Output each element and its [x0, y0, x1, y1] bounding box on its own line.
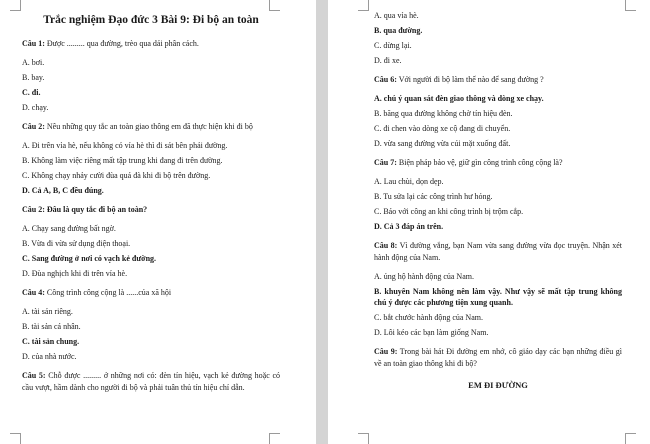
answer-option-correct: D. Cả A, B, C đều đúng. — [22, 186, 104, 195]
answer-option: D. của nhà nước. — [22, 352, 77, 361]
question-text: Với người đi bộ làm thế nào để sang đường ? — [396, 75, 544, 84]
answer-option-correct: C. đi. — [22, 88, 41, 97]
crop-mark — [269, 433, 280, 444]
answer-option: D. Đùa nghịch khi đi trên vỉa hè. — [22, 269, 128, 278]
answer-option: A. Chạy sang đường bất ngờ. — [22, 224, 116, 233]
answer-option: D. chạy. — [22, 103, 49, 112]
question-text: Chỗ được ......... ở những nơi có: đèn tín hiệu, vạch kẻ đường hoặc có cầu vượt, hầm dành cho người đi bộ và phải tuân thủ tín hiệu chỉ dẫn. — [22, 371, 280, 392]
question-text: Được ......... qua đường, trèo qua dải phân cách. — [44, 39, 199, 48]
question-text: Vì đường vắng, bạn Nam vừa sang đường vừa đọc truyện. Nhận xét hành động của Nam. — [374, 241, 623, 262]
answer-option-correct: B. khuyên Nam không nên làm vậy. Như vậy sẽ mất tập trung không chú ý được các phương tiện xung quanh. — [374, 287, 622, 307]
answer-option: A. bơi. — [22, 58, 45, 67]
crop-mark — [625, 433, 636, 444]
answer-option-correct: C. Sang đường ở nơi có vạch kẻ đường. — [22, 254, 157, 263]
answer-option: C. Không chạy nhảy cười đùa quá đà khi đi bộ trên đường. — [22, 171, 211, 180]
question-text: Trong bài hát Đi đường em nhớ, cô giáo dạy các bạn những điều gì về an toàn giao thông khi đi bộ? — [374, 347, 622, 368]
question-label: Câu 6: — [374, 75, 397, 84]
question-text: Công trình công cộng là ......của xã hội — [44, 288, 172, 297]
document-page-left — [0, 0, 316, 444]
answer-option: D. Lôi kéo các bạn làm giống Nam. — [374, 328, 489, 337]
question-2 — [22, 121, 280, 196]
answer-option-correct: B. qua đường. — [374, 26, 423, 35]
question-label: Câu 7: — [374, 158, 397, 167]
answer-option: B. tài sản cá nhân. — [22, 322, 81, 331]
question-text: Đâu là quy tắc đi bộ an toàn? — [44, 205, 148, 214]
answer-option: A. Lau chùi, dọn dẹp. — [374, 177, 444, 186]
answer-option-correct: D. Cả 3 đáp án trên. — [374, 222, 444, 231]
answer-option: B. Tu sửa lại các công trình hư hỏng. — [374, 192, 493, 201]
question-9 — [374, 346, 622, 370]
answer-option: C. Báo với công an khi công trình bị trộm cắp. — [374, 207, 524, 216]
answer-option: A. qua vỉa hè. — [374, 11, 419, 20]
question-8 — [374, 240, 622, 338]
answer-option: B. Không làm việc riêng mất tập trung khi đang đi trên đường. — [22, 156, 223, 165]
answer-option: D. vừa sang đường vừa cúi mặt xuống đất. — [374, 139, 511, 148]
crop-mark — [625, 0, 636, 11]
answer-option-correct: A. chú ý quan sát đèn giao thông và dòng xe chạy. — [374, 94, 544, 103]
question-label: Câu 9: — [374, 347, 398, 356]
crop-mark — [10, 433, 21, 444]
question-label: Câu 1: — [22, 39, 45, 48]
question-3 — [22, 204, 280, 279]
document-page-right — [328, 0, 650, 444]
question-7 — [374, 157, 622, 232]
crop-mark — [358, 0, 369, 11]
answer-option: B. băng qua đường không chờ tín hiệu đèn. — [374, 109, 513, 118]
answer-option: C. dừng lại. — [374, 41, 412, 50]
question-label: Câu 4: — [22, 288, 45, 297]
crop-mark — [269, 0, 280, 11]
song-title: EM ĐI ĐƯỜNG — [468, 380, 528, 390]
crop-mark — [10, 0, 21, 11]
answer-option: B. Vừa đi vừa sử dụng điện thoại. — [22, 239, 131, 248]
answer-option: A. Đi trên vỉa hè, nếu không có vỉa hè thì đi sát bên phải đường. — [22, 141, 228, 150]
answer-option: B. bay. — [22, 73, 45, 82]
document-title: Trắc nghiệm Đạo đức 3 Bài 9: Đi bộ an toàn — [43, 14, 259, 26]
page-left-content — [22, 14, 280, 402]
question-label: Câu 2: — [22, 122, 45, 131]
question-text: Biện pháp bảo vệ, giữ gìn công trình công cộng là? — [396, 158, 563, 167]
page-right-content — [374, 10, 622, 390]
answer-option: A. ủng hộ hành động của Nam. — [374, 272, 474, 281]
question-label: Câu 5: — [22, 371, 46, 380]
question-label: Câu 2: — [22, 205, 45, 214]
question-label: Câu 8: — [374, 241, 398, 250]
question-text: Nêu những quy tắc an toàn giao thông em đã thực hiện khi đi bộ — [44, 122, 253, 131]
answer-option: C. đi chen vào dòng xe cộ đang di chuyển. — [374, 124, 511, 133]
question-5 — [22, 370, 280, 394]
answer-option-correct: C. tài sản chung. — [22, 337, 80, 346]
question-6 — [374, 74, 622, 149]
question-5-options — [374, 10, 622, 66]
answer-option: C. bắt chước hành động của Nam. — [374, 313, 483, 322]
crop-mark — [358, 433, 369, 444]
question-1 — [22, 38, 280, 113]
question-4 — [22, 287, 280, 362]
answer-option: D. đi xe. — [374, 56, 402, 65]
answer-option: A. tài sản riêng. — [22, 307, 73, 316]
